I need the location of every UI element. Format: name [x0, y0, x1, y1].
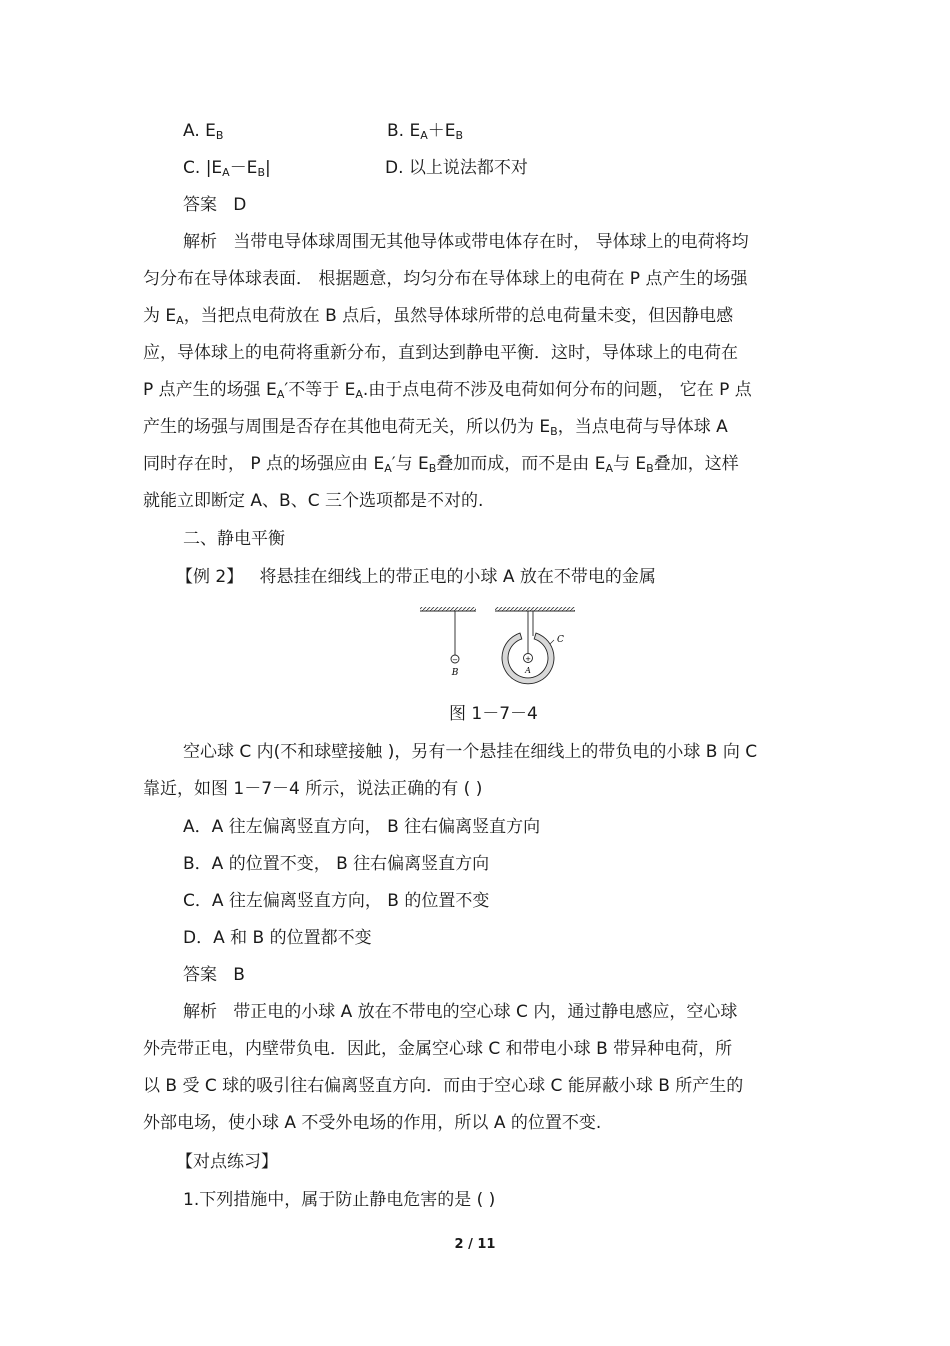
right-ceiling-support	[495, 607, 575, 611]
practice-question-1: 1.下列措施中，属于防止静电危害的是 ( )	[183, 1190, 496, 1210]
option-c: C. $|E_A-E_B|$	[183, 158, 271, 179]
practice-title: 【对点练习】	[176, 1152, 278, 1172]
analysis-1-line-1: 解析 当带电导体球周围无其他导体或带电体存在时， 导体球上的电荷将均	[183, 232, 749, 252]
option-a: A. $E_B$	[183, 121, 224, 142]
option-d: D. 以上说法都不对	[385, 158, 528, 178]
analysis-2-line-4: 外部电场，使小球 A 不受外电场的作用，所以 A 的位置不变.	[143, 1113, 602, 1133]
section-title: 二、静电平衡	[183, 529, 285, 549]
example-2-option-c: C．A 往左偏离竖直方向， B 的位置不变	[183, 891, 490, 911]
option-b: B. $E_A+E_B$	[387, 121, 464, 142]
answer-1: 答案 D	[183, 195, 247, 215]
ball-a	[524, 654, 533, 664]
example-2-option-a: A．A 往左偏离竖直方向， B 往右偏离竖直方向	[183, 817, 541, 837]
example-2-intro: 【例 2】 将悬挂在细线上的带正电的小球 A 放在不带电的金属	[176, 567, 656, 587]
label-a: A	[525, 666, 531, 675]
example-2-cont-2: 靠近，如图 1－7－4 所示，说法正确的有 ( )	[143, 779, 483, 799]
analysis-1-line-3: 为 $E_A$，当把点电荷放在 B 点后，虽然导体球所带的总电荷量未变，但因静电感	[143, 306, 734, 327]
figure-1-7-4	[415, 602, 585, 690]
label-b: B	[451, 668, 459, 678]
analysis-1-line-6: 产生的场强与周围是否存在其他电荷无关，所以仍为 $E_B$，当点电荷与导体球 A	[143, 417, 728, 438]
analysis-2-line-3: 以 B 受 C 球的吸引往右偏离竖直方向．而由于空心球 C 能屏蔽小球 B 所产生的	[143, 1076, 744, 1096]
analysis-1-line-5: P 点产生的场强 $E_A'$不等于 $E_A$.由于点电荷不涉及电荷如何分布的问题， 它在 P 点	[143, 380, 752, 401]
figure-caption: 图 1－7－4	[449, 704, 538, 724]
label-c: C	[557, 635, 564, 645]
analysis-2-line-2: 外壳带正电，内壁带负电．因此，金属空心球 C 和带电小球 B 带异种电荷，所	[143, 1039, 733, 1059]
analysis-2-line-1: 解析 带正电的小球 A 放在不带电的空心球 C 内，通过静电感应，空心球	[183, 1002, 738, 1022]
svg-text:−: −	[452, 656, 458, 664]
example-2-option-d: D．A 和 B 的位置都不变	[183, 928, 372, 948]
example-2-option-b: B．A 的位置不变， B 往右偏离竖直方向	[183, 854, 490, 874]
label-c-leader	[550, 640, 554, 644]
analysis-1-line-4: 应，导体球上的电荷将重新分布，直到达到静电平衡．这时，导体球上的电荷在	[143, 343, 738, 363]
analysis-1-line-8: 就能立即断定 A、B、C 三个选项都是不对的.	[143, 491, 484, 511]
page-indicator: 2 / 11	[454, 1237, 496, 1252]
svg-text:+: +	[525, 655, 531, 663]
example-2-cont-1: 空心球 C 内(不和球壁接触 )，另有一个悬挂在细线上的带负电的小球 B 向 C	[183, 742, 758, 762]
answer-2: 答案 B	[183, 965, 245, 985]
ball-b	[451, 655, 459, 664]
left-ceiling-support	[420, 607, 476, 611]
analysis-1-line-7: 同时存在时， P 点的场强应由 $E_A'$与 $E_B$叠加而成，而不是由 $E_A$与 $E_B$叠加，这样	[143, 454, 739, 475]
analysis-1-line-2: 匀分布在导体球表面． 根据题意，均匀分布在导体球上的电荷在 P 点产生的场强	[143, 269, 748, 289]
